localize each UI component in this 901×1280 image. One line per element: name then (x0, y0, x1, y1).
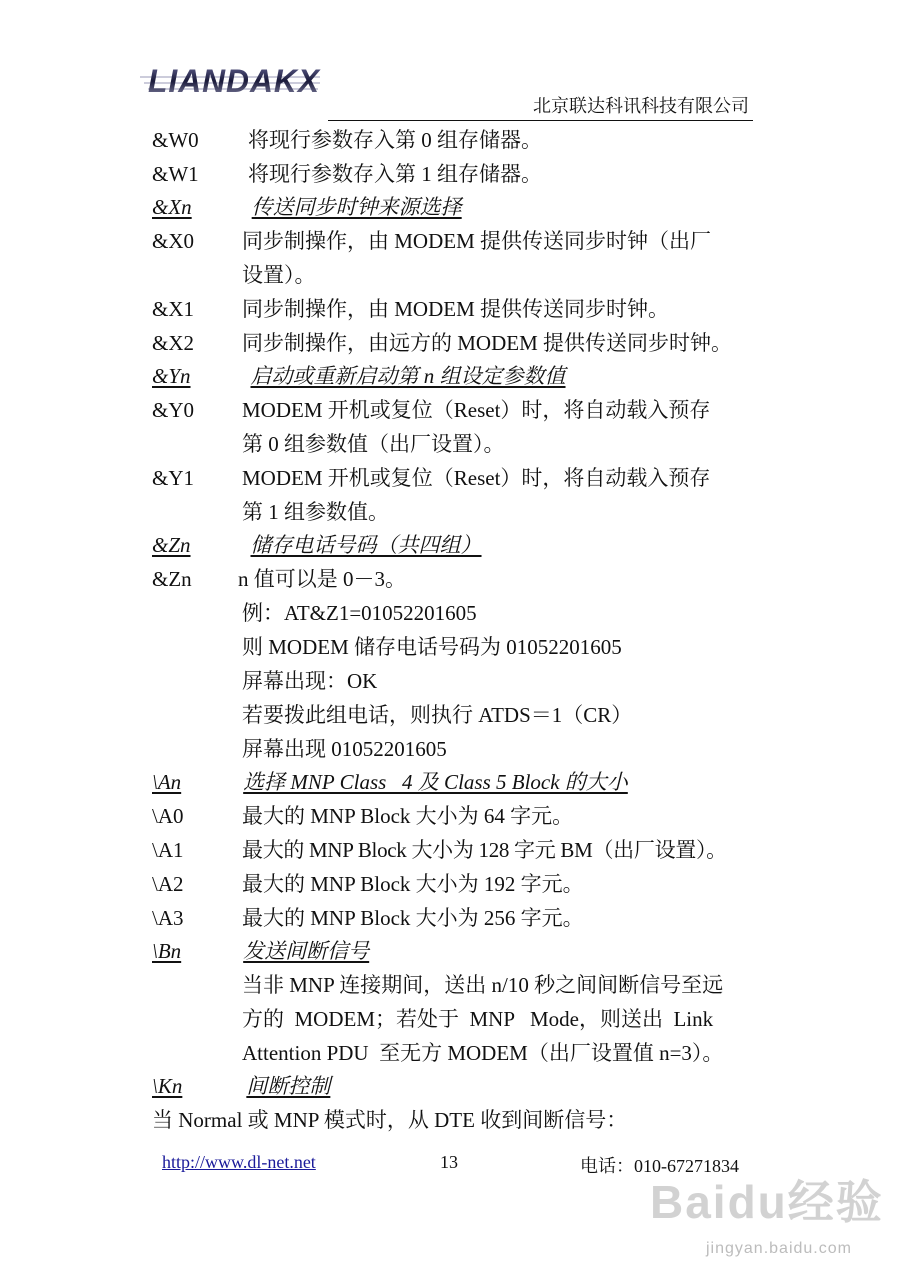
page-number: 13 (440, 1152, 458, 1172)
cmd-desc: MODEM 开机或复位（Reset）时，将自动载入预存 (242, 398, 711, 422)
cmd-desc-cont: 第 0 组参数值（出厂设置）。 (242, 432, 505, 456)
section-code: \An (152, 770, 182, 794)
section-code: &Xn (152, 195, 192, 219)
cmd-desc-cont: 设置）。 (242, 263, 316, 287)
footer-website-link[interactable]: http://www.dl-net.net (162, 1152, 316, 1172)
paragraph: 当 Normal 或 MNP 模式时，从 DTE 收到间断信号： (152, 1108, 628, 1132)
cmd-code: \A1 (152, 838, 184, 862)
section-heading (152, 194, 466, 220)
section-title: 选择 MNP Class 4 及 Class 5 Block 的大小 (243, 770, 628, 794)
cmd-desc: 将现行参数存入第 1 组存储器。 (248, 162, 542, 186)
example-line: 屏幕出现：OK (242, 669, 378, 693)
section-heading (152, 938, 369, 964)
cmd-code: &W1 (152, 162, 199, 186)
watermark-brand: Baidu经验 (650, 1176, 884, 1228)
cmd-desc-cont: 第 1 组参数值。 (242, 500, 389, 524)
cmd-desc: n 值可以是 0－3。 (238, 567, 406, 591)
section-title: 发送间断信号 (243, 939, 370, 963)
section-code: \Bn (152, 939, 182, 963)
section-code: &Yn (152, 364, 191, 388)
section-heading (152, 363, 566, 389)
cmd-desc: 最大的 MNP Block 大小为 128 字元 BM（出厂设置）。 (242, 838, 727, 862)
cmd-code: &X0 (152, 229, 194, 253)
cmd-desc: 同步制操作，由远方的 MODEM 提供传送同步时钟。 (242, 331, 733, 355)
section-heading (152, 769, 628, 795)
svg-text:LIANDAKX: LIANDAKX (148, 63, 321, 99)
watermark-site: jingyan.baidu.com (706, 1240, 852, 1257)
cmd-desc: 最大的 MNP Block 大小为 64 字元。 (242, 804, 574, 828)
cmd-desc-cont: 方的 MODEM；若处于 MNP Mode，则送出 Link (242, 1007, 714, 1031)
header-divider (328, 120, 753, 121)
cmd-desc: 当非 MNP 连接期间，送出 n/10 秒之间间断信号至远 (242, 973, 724, 997)
cmd-desc: 最大的 MNP Block 大小为 256 字元。 (242, 906, 584, 930)
section-title: 储存电话号码（共四组） (250, 533, 482, 557)
section-title: 启动或重新启动第 n 组设定参数值 (250, 364, 566, 388)
cmd-code: &Y1 (152, 466, 194, 490)
company-logo (140, 62, 328, 102)
cmd-code: &X2 (152, 331, 194, 355)
cmd-code: &W0 (152, 128, 199, 152)
section-code: \Kn (152, 1074, 183, 1098)
section-heading (152, 1073, 330, 1099)
cmd-desc-cont: Attention PDU 至无方 MODEM（出厂设置值 n=3）。 (242, 1041, 724, 1065)
cmd-code: \A3 (152, 906, 184, 930)
company-name: 北京联达科讯科技有限公司 (533, 96, 749, 116)
section-code: &Zn (152, 533, 191, 557)
cmd-code: \A0 (152, 804, 184, 828)
cmd-desc: MODEM 开机或复位（Reset）时，将自动载入预存 (242, 466, 711, 490)
cmd-desc: 将现行参数存入第 0 组存储器。 (248, 128, 542, 152)
example-line: 若要拨此组电话，则执行 ATDS＝1（CR） (242, 703, 633, 727)
cmd-code: &Y0 (152, 398, 194, 422)
cmd-code: &Zn (152, 567, 192, 591)
cmd-code: &X1 (152, 297, 194, 321)
example-line: 例：AT&Z1=01052201605 (242, 601, 477, 625)
section-title: 间断控制 (246, 1074, 331, 1098)
footer-phone: 电话：010-67271834 (580, 1156, 739, 1176)
example-line: 屏幕出现 01052201605 (242, 737, 447, 761)
section-title: 传送同步时钟来源选择 (251, 195, 462, 219)
cmd-desc: 最大的 MNP Block 大小为 192 字元。 (242, 872, 584, 896)
section-heading (152, 532, 482, 558)
cmd-code: \A2 (152, 872, 184, 896)
cmd-desc: 同步制操作，由 MODEM 提供传送同步时钟。 (242, 297, 670, 321)
cmd-desc: 同步制操作，由 MODEM 提供传送同步时钟（出厂 (242, 229, 712, 253)
example-line: 则 MODEM 储存电话号码为 01052201605 (242, 635, 622, 659)
